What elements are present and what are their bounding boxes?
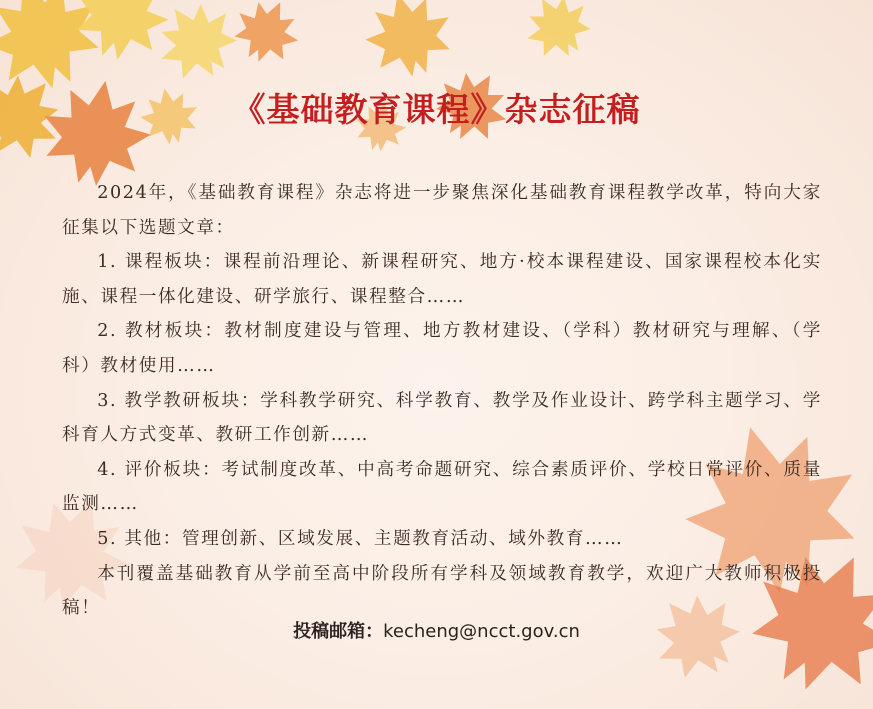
submission-email xyxy=(0,617,873,643)
email-address[interactable]: kecheng@ncct.gov.cn xyxy=(383,621,580,642)
topic-item-other: 5. 其他：管理创新、区域发展、主题教育活动、域外教育…… xyxy=(97,528,624,549)
topic-item-curriculum: 1. 课程板块：课程前沿理论、新课程研究、地方·校本课程建设、国家课程校本化实施、课程一体化建设、研学旅行、课程整合…… xyxy=(62,252,822,307)
page-title: 《基础教育课程》杂志征稿 xyxy=(232,90,641,129)
topic-item-evaluation: 4. 评价板块：考试制度改革、中高考命题研究、综合素质评价、学校日常评价、质量监测…… xyxy=(62,459,822,515)
call-for-papers-body xyxy=(62,176,822,626)
intro-paragraph: 2024年，《基础教育课程》杂志将进一步聚焦深化基础教育课程教学改革，特向大家征集以下选题文章： xyxy=(62,183,822,238)
email-label: 投稿邮箱： xyxy=(293,621,384,642)
topic-item-textbook: 2. 教材板块：教材制度建设与管理、地方教材建设、（学科）教材研究与理解、（学科）教材使用…… xyxy=(62,321,822,376)
topic-item-teaching-research: 3. 教学教研板块：学科教学研究、科学教育、教学及作业设计、跨学科主题学习、学科育人方式变革、教研工作创新…… xyxy=(62,390,822,446)
closing-paragraph: 本刊覆盖基础教育从学前至高中阶段所有学科及领域教育教学，欢迎广大教师积极投稿！ xyxy=(62,563,822,619)
